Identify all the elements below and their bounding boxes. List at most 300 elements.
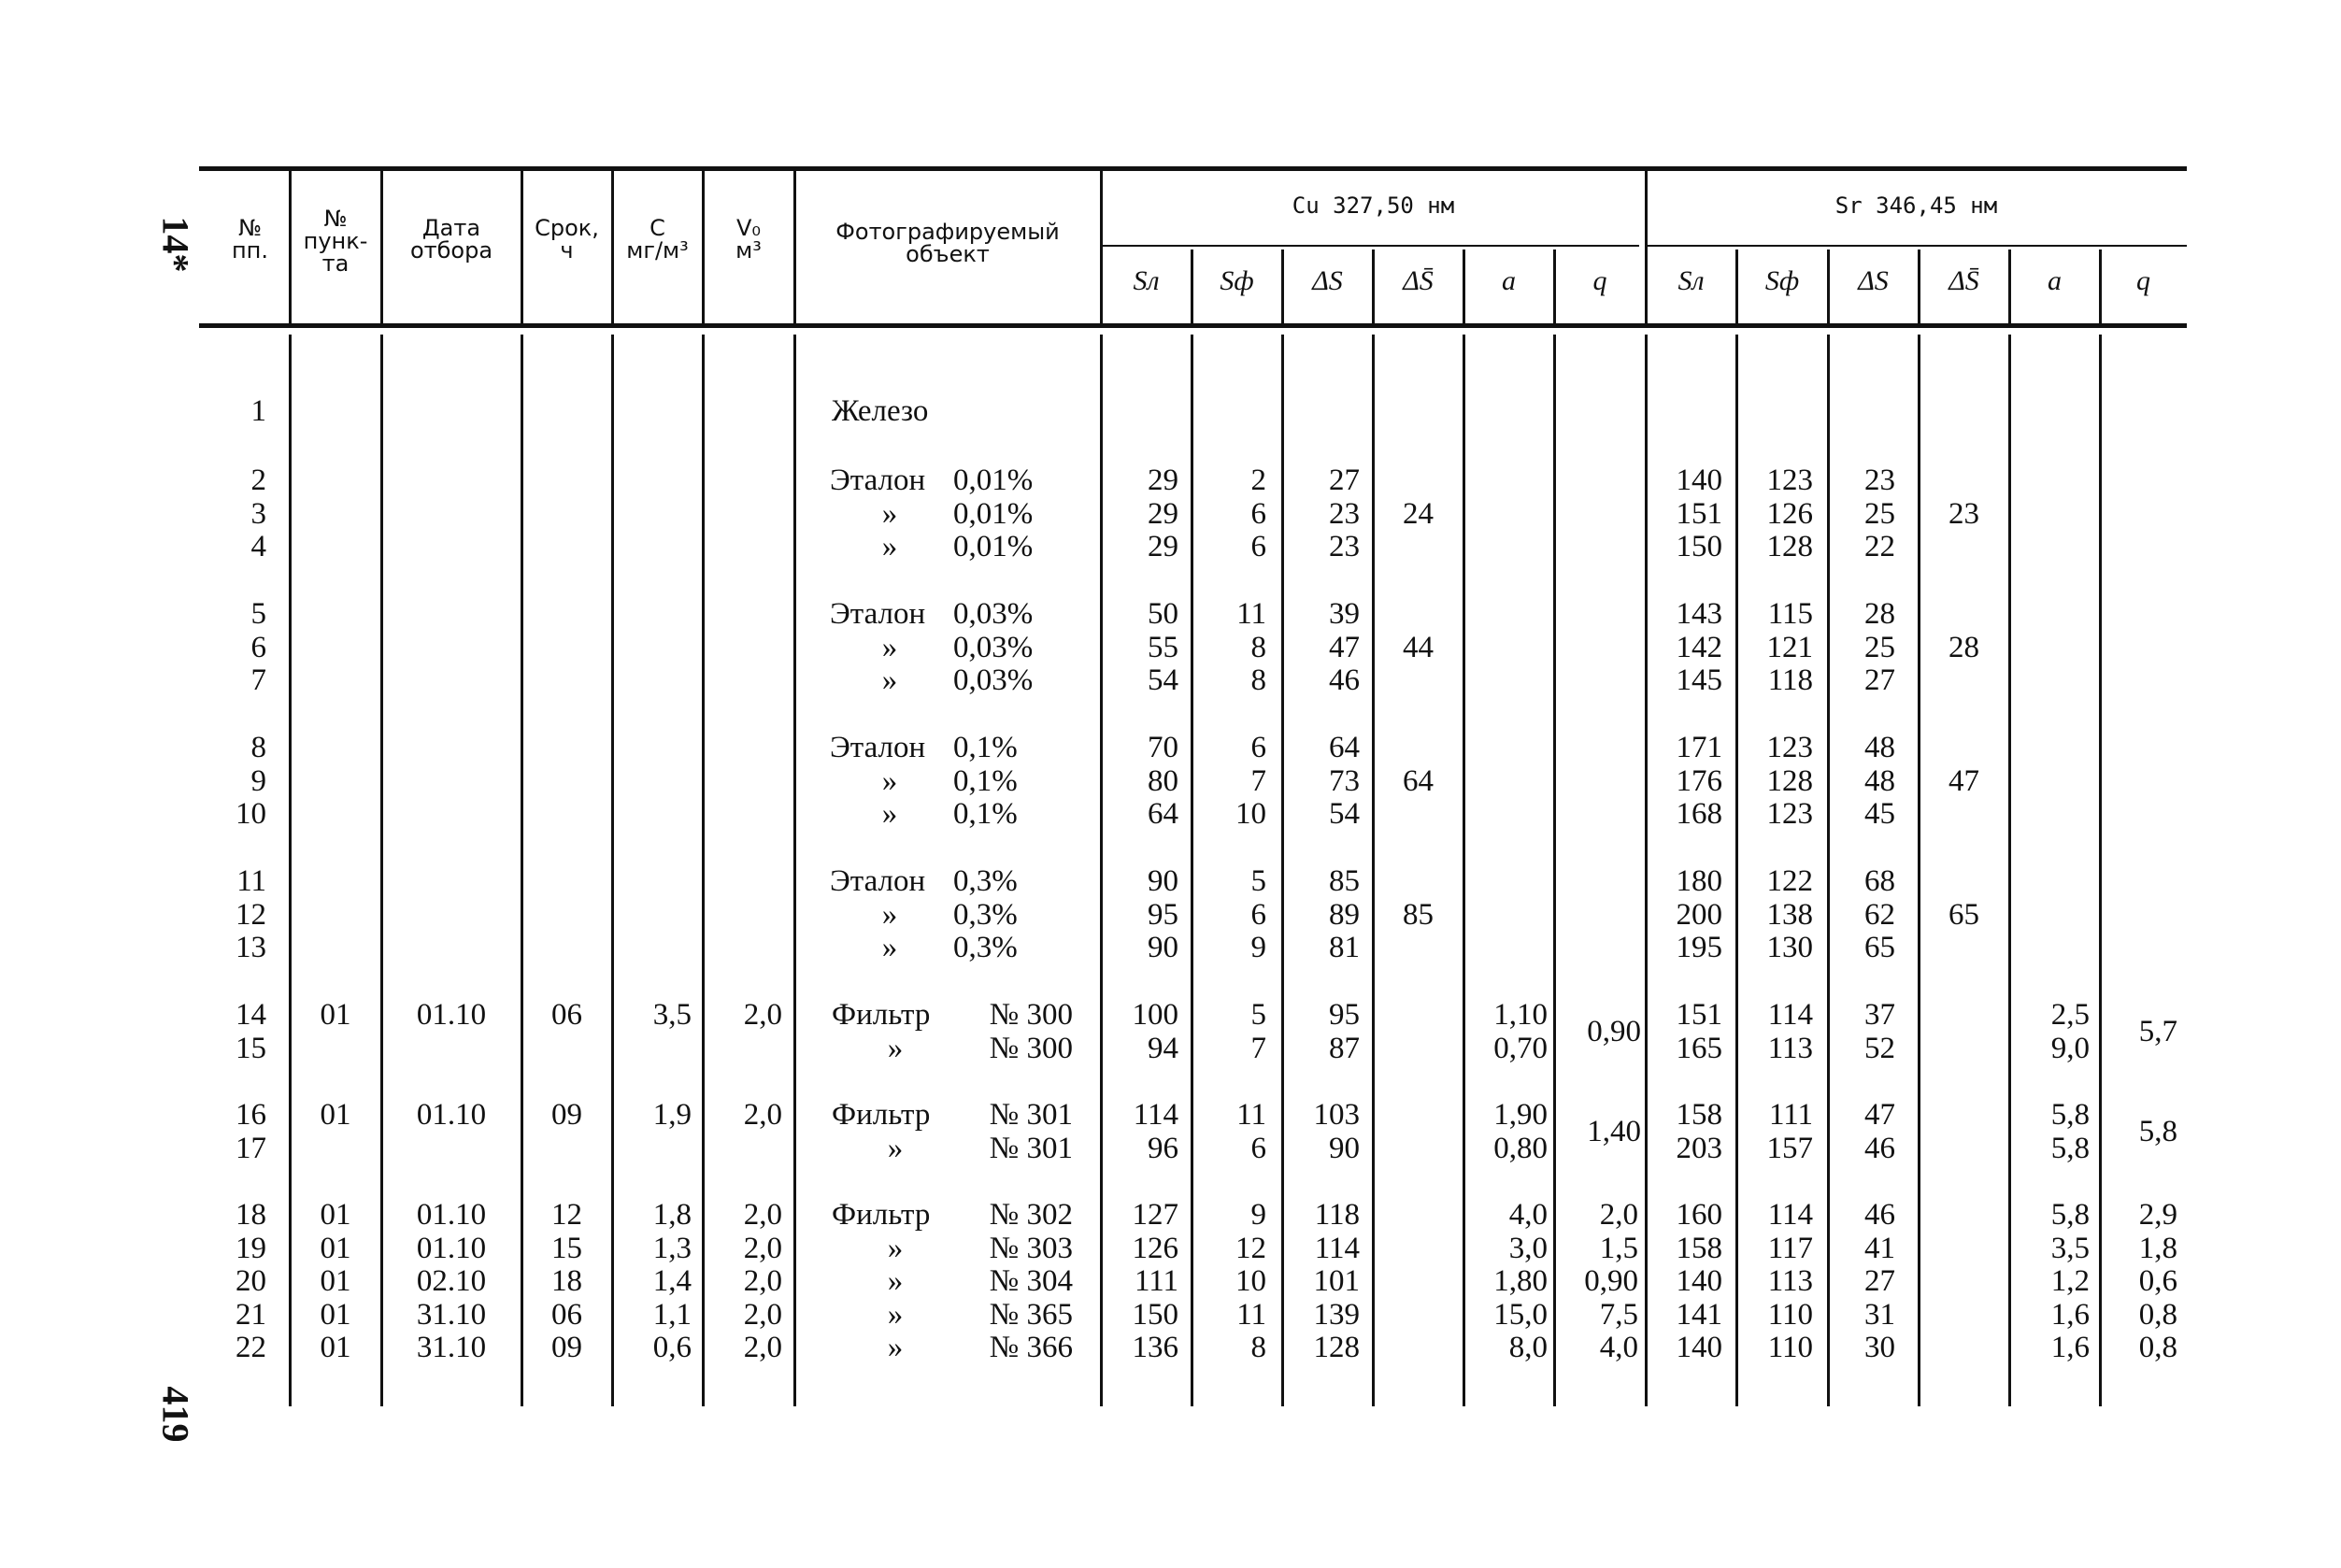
- row-sr-s-l: 158: [1676, 1232, 1722, 1265]
- row-number: 16: [236, 1098, 266, 1132]
- row-cu-a: 0,80: [1493, 1132, 1548, 1165]
- header-term-line: ч: [560, 237, 574, 264]
- row-number: 3: [250, 497, 266, 531]
- row-cu-mean-delta-s: 85: [1403, 898, 1434, 932]
- row-cu-delta-s: 114: [1314, 1232, 1360, 1265]
- row-sr-s-f: 114: [1767, 1198, 1813, 1232]
- header-cu-a: a: [1502, 265, 1516, 296]
- row-number: 8: [250, 731, 266, 764]
- row-concentration: 1,4: [652, 1264, 692, 1298]
- row-sr-mean-delta-s: 65: [1948, 898, 1979, 932]
- row-object-number: № 300: [989, 998, 1073, 1032]
- row-number: 17: [236, 1132, 266, 1165]
- row-sr-s-f: 130: [1766, 931, 1813, 964]
- row-cu-mean-delta-s: 44: [1403, 631, 1434, 664]
- row-cu-q: 4,0: [1599, 1331, 1638, 1364]
- row-term: 18: [551, 1264, 582, 1298]
- row-object-percent: 0,03%: [953, 663, 1034, 697]
- header-cu-group: Cu 327,50 нм: [1292, 192, 1455, 219]
- row-sr-s-f: 138: [1766, 898, 1813, 932]
- pair-cu-q: 0,90: [1587, 1015, 1641, 1048]
- header-concentration-line: C: [649, 215, 665, 241]
- row-term: 09: [551, 1331, 582, 1364]
- row-concentration: 0,6: [652, 1331, 692, 1364]
- row-object-number: № 303: [989, 1232, 1073, 1265]
- row-sr-delta-s: 27: [1864, 1264, 1895, 1298]
- row-volume: 2,0: [743, 1232, 782, 1265]
- row-sr-s-f: 123: [1766, 797, 1813, 831]
- row-object-name: Эталон: [830, 731, 926, 764]
- row-sr-delta-s: 31: [1864, 1298, 1895, 1332]
- row-cu-s-l: 90: [1148, 864, 1178, 898]
- row-object-percent: 0,01%: [953, 530, 1034, 563]
- row-concentration: 3,5: [652, 998, 692, 1032]
- row-number: 15: [236, 1032, 266, 1065]
- row-object-percent: 0,3%: [953, 864, 1018, 898]
- row-cu-s-f: 11: [1236, 1298, 1266, 1332]
- row-cu-mean-delta-s: 64: [1403, 764, 1434, 798]
- row-number: 4: [250, 530, 266, 563]
- row-object-name: »: [887, 1264, 904, 1298]
- row-concentration: 1,1: [652, 1298, 692, 1332]
- row-number: 21: [236, 1298, 266, 1332]
- row-cu-q: 7,5: [1599, 1298, 1638, 1332]
- row-number: 2: [250, 463, 266, 497]
- row-sr-s-l: 145: [1676, 663, 1722, 697]
- row-object-name: »: [881, 764, 898, 798]
- row-cu-delta-s: 128: [1313, 1331, 1360, 1364]
- row-object-name: »: [881, 898, 898, 932]
- row-term: 12: [551, 1198, 582, 1232]
- sr-group-rule: [1646, 245, 2187, 247]
- row-cu-delta-s: 39: [1329, 597, 1360, 631]
- header-cu-q: q: [1592, 265, 1607, 296]
- row-number: 19: [236, 1232, 266, 1265]
- row-sr-s-f: 111: [1768, 1098, 1813, 1132]
- row-sr-s-l: 180: [1676, 864, 1722, 898]
- row-sr-mean-delta-s: 28: [1948, 631, 1979, 664]
- row-sr-s-l: 142: [1676, 631, 1722, 664]
- header-number-line: пп.: [231, 237, 268, 264]
- header-sr-delta-s: ΔS: [1858, 265, 1889, 296]
- row-volume: 2,0: [743, 1331, 782, 1364]
- row-object-percent: 0,1%: [953, 764, 1018, 798]
- row-cu-s-l: 136: [1132, 1331, 1178, 1364]
- pair-sr-q: 5,7: [2138, 1015, 2177, 1048]
- row-sr-mean-delta-s: 47: [1948, 764, 1979, 798]
- body-col-divider: [1372, 335, 1375, 1406]
- row-volume: 2,0: [743, 1098, 782, 1132]
- row-object-name: »: [881, 631, 898, 664]
- row-sr-delta-s: 30: [1864, 1331, 1895, 1364]
- header-date: [381, 217, 521, 262]
- cu-group-rule: [1101, 245, 1639, 247]
- row-cu-s-f: 12: [1235, 1232, 1266, 1265]
- row-sr-s-f: 118: [1767, 663, 1813, 697]
- row-sr-delta-s: 23: [1864, 463, 1895, 497]
- row-cu-s-l: 150: [1132, 1298, 1178, 1332]
- row-cu-s-l: 111: [1134, 1264, 1178, 1298]
- row-cu-delta-s: 118: [1314, 1198, 1360, 1232]
- row-cu-s-l: 114: [1133, 1098, 1178, 1132]
- row-object-name: »: [887, 1032, 904, 1065]
- row-cu-s-l: 29: [1148, 497, 1178, 531]
- row-sr-s-l: 140: [1676, 1331, 1722, 1364]
- row-object-name: »: [881, 931, 898, 964]
- row-number: 12: [236, 898, 266, 932]
- row-sr-delta-s: 52: [1864, 1032, 1895, 1065]
- page-number: 419: [154, 1386, 197, 1443]
- row-cu-q: 1,5: [1599, 1232, 1638, 1265]
- row-sr-s-l: 141: [1676, 1298, 1722, 1332]
- row-object-number: № 300: [989, 1032, 1073, 1065]
- row-object-number: № 366: [989, 1331, 1073, 1364]
- row-number: 10: [236, 797, 266, 831]
- row-sr-delta-s: 28: [1864, 597, 1895, 631]
- row-sr-delta-s: 46: [1864, 1198, 1895, 1232]
- row-object-name: Эталон: [830, 463, 926, 497]
- row-sr-q: 1,8: [2138, 1232, 2177, 1265]
- row-sr-a: 5,8: [2050, 1198, 2090, 1232]
- row-cu-s-f: 8: [1250, 631, 1266, 664]
- row-object-name: Эталон: [830, 864, 926, 898]
- row-sr-s-f: 126: [1766, 497, 1813, 531]
- row-cu-delta-s: 27: [1329, 463, 1360, 497]
- header-sr-mean-delta-s: ΔS̄: [1948, 265, 1979, 296]
- row-cu-delta-s: 95: [1329, 998, 1360, 1032]
- row-sr-delta-s: 62: [1864, 898, 1895, 932]
- row-object-name: Фильтр: [832, 998, 931, 1032]
- header-sr-a: a: [2048, 265, 2062, 296]
- row-sr-delta-s: 48: [1864, 731, 1895, 764]
- row-sr-delta-s: 25: [1864, 497, 1895, 531]
- row-sr-s-l: 140: [1676, 1264, 1722, 1298]
- row-object-name: »: [881, 530, 898, 563]
- row-sr-s-l: 171: [1676, 731, 1722, 764]
- row-object-percent: 0,01%: [953, 497, 1034, 531]
- header-number-line: №: [238, 215, 262, 241]
- row-sr-s-l: 150: [1676, 530, 1722, 563]
- row-date: 01.10: [416, 998, 487, 1032]
- header-point-line: пунк-: [303, 228, 368, 254]
- row-object-number: № 301: [989, 1098, 1073, 1132]
- row-cu-s-f: 10: [1235, 797, 1266, 831]
- row-object-name: »: [881, 497, 898, 531]
- row-cu-s-l: 55: [1148, 631, 1178, 664]
- row-sr-a: 1,2: [2050, 1264, 2090, 1298]
- row-object-name: Эталон: [830, 597, 926, 631]
- row-object-name: »: [881, 797, 898, 831]
- row-cu-s-l: 54: [1148, 663, 1178, 697]
- table-top-rule: [199, 166, 2187, 171]
- row-cu-q: 0,90: [1584, 1264, 1638, 1298]
- row-sr-a: 2,5: [2050, 998, 2090, 1032]
- row-point: 01: [320, 1232, 351, 1265]
- row-cu-a: 4,0: [1508, 1198, 1548, 1232]
- row-object-number: № 304: [989, 1264, 1073, 1298]
- header-sr-s-l: Sл: [1677, 265, 1705, 296]
- row-object-name: »: [887, 1232, 904, 1265]
- header-term: [521, 217, 612, 262]
- header-object-line: объект: [906, 241, 990, 267]
- row-volume: 2,0: [743, 1298, 782, 1332]
- row-object-percent: 0,03%: [953, 597, 1034, 631]
- row-cu-s-l: 64: [1148, 797, 1178, 831]
- row-term: 06: [551, 1298, 582, 1332]
- row-cu-s-l: 50: [1148, 597, 1178, 631]
- row-cu-delta-s: 47: [1329, 631, 1360, 664]
- row-object-name: »: [887, 1331, 904, 1364]
- row-cu-a: 15,0: [1493, 1298, 1548, 1332]
- header-sr-q: q: [2136, 265, 2150, 296]
- row-sr-mean-delta-s: 23: [1948, 497, 1979, 531]
- row-object-name: Фильтр: [832, 1098, 931, 1132]
- row-sr-s-l: 160: [1676, 1198, 1722, 1232]
- row-cu-delta-s: 90: [1329, 1132, 1360, 1165]
- row-cu-s-f: 11: [1236, 1098, 1266, 1132]
- row-sr-q: 0,8: [2138, 1331, 2177, 1364]
- row-sr-s-l: 158: [1676, 1098, 1722, 1132]
- row-number: 14: [236, 998, 266, 1032]
- header-point-line: та: [321, 250, 350, 277]
- page-side-mark-top: 14*: [154, 216, 197, 273]
- pair-cu-q: 1,40: [1587, 1115, 1641, 1148]
- row-date: 01.10: [416, 1198, 487, 1232]
- row-cu-s-f: 5: [1250, 998, 1266, 1032]
- row-cu-s-f: 5: [1250, 864, 1266, 898]
- row-date: 31.10: [416, 1331, 487, 1364]
- row-sr-delta-s: 37: [1864, 998, 1895, 1032]
- row-sr-s-l: 168: [1676, 797, 1722, 831]
- row-point: 01: [320, 998, 351, 1032]
- row-sr-s-f: 110: [1767, 1331, 1813, 1364]
- row-cu-s-l: 80: [1148, 764, 1178, 798]
- pair-sr-q: 5,8: [2138, 1115, 2177, 1148]
- row-cu-s-f: 6: [1250, 731, 1266, 764]
- row-number: 11: [236, 864, 266, 898]
- row-sr-delta-s: 47: [1864, 1098, 1895, 1132]
- row-sr-s-f: 115: [1767, 597, 1813, 631]
- row-object-name: »: [887, 1132, 904, 1165]
- header-date-line: Дата: [421, 215, 481, 241]
- header-bottom-rule: [199, 323, 2187, 328]
- row-object-name: »: [887, 1298, 904, 1332]
- header-cu-s-l: Sл: [1133, 265, 1160, 296]
- body-col-divider: [1918, 335, 1920, 1406]
- row-sr-s-f: 117: [1767, 1232, 1813, 1265]
- row-sr-s-l: 200: [1676, 898, 1722, 932]
- row-cu-s-l: 29: [1148, 530, 1178, 563]
- row-cu-s-l: 96: [1148, 1132, 1178, 1165]
- row-point: 01: [320, 1264, 351, 1298]
- row-cu-delta-s: 87: [1329, 1032, 1360, 1065]
- row-cu-s-f: 6: [1250, 530, 1266, 563]
- row-sr-s-l: 165: [1676, 1032, 1722, 1065]
- row-sr-s-f: 113: [1767, 1264, 1813, 1298]
- row-cu-delta-s: 46: [1329, 663, 1360, 697]
- row-concentration: 1,8: [652, 1198, 692, 1232]
- row-cu-s-f: 6: [1250, 898, 1266, 932]
- row-sr-s-l: 140: [1676, 463, 1722, 497]
- header-object: [794, 221, 1101, 265]
- row-sr-delta-s: 41: [1864, 1232, 1895, 1265]
- row-sr-s-l: 203: [1676, 1132, 1722, 1165]
- header-volume-line: V₀: [735, 215, 762, 241]
- body-col-divider: [793, 335, 796, 1406]
- row-number: 1: [250, 394, 266, 428]
- row-cu-s-l: 29: [1148, 463, 1178, 497]
- row-sr-s-l: 195: [1676, 931, 1722, 964]
- row-cu-s-f: 9: [1250, 931, 1266, 964]
- row-sr-a: 1,6: [2050, 1298, 2090, 1332]
- row-object-percent: 0,03%: [953, 631, 1034, 664]
- row-cu-s-l: 127: [1132, 1198, 1178, 1232]
- row-cu-s-f: 9: [1250, 1198, 1266, 1232]
- header-object-line: Фотографируемый: [835, 219, 1060, 245]
- row-cu-delta-s: 23: [1329, 530, 1360, 563]
- row-point: 01: [320, 1298, 351, 1332]
- header-sr-s-f: Sф: [1764, 265, 1800, 296]
- row-date: 31.10: [416, 1298, 487, 1332]
- row-sr-s-l: 143: [1676, 597, 1722, 631]
- row-sr-s-f: 110: [1767, 1298, 1813, 1332]
- row-sr-a: 5,8: [2050, 1098, 2090, 1132]
- row-cu-s-l: 70: [1148, 731, 1178, 764]
- row-number: 9: [250, 764, 266, 798]
- row-sr-delta-s: 46: [1864, 1132, 1895, 1165]
- header-volume-line: м³: [735, 237, 762, 264]
- row-sr-s-f: 114: [1767, 998, 1813, 1032]
- row-volume: 2,0: [743, 1264, 782, 1298]
- row-cu-delta-s: 85: [1329, 864, 1360, 898]
- header-sr-group: Sr 346,45 нм: [1834, 192, 1998, 219]
- row-cu-delta-s: 139: [1313, 1298, 1360, 1332]
- row-cu-a: 0,70: [1493, 1032, 1548, 1065]
- row-object-percent: 0,1%: [953, 731, 1018, 764]
- row-concentration: 1,3: [652, 1232, 692, 1265]
- header-number: [210, 217, 290, 262]
- row-cu-s-f: 11: [1236, 597, 1266, 631]
- row-sr-s-l: 151: [1676, 497, 1722, 531]
- row-concentration: 1,9: [652, 1098, 692, 1132]
- row-cu-delta-s: 101: [1313, 1264, 1360, 1298]
- row-cu-s-f: 8: [1250, 1331, 1266, 1364]
- row-date: 01.10: [416, 1232, 487, 1265]
- row-object-number: № 302: [989, 1198, 1073, 1232]
- header-concentration: [612, 217, 703, 262]
- row-sr-q: 2,9: [2138, 1198, 2177, 1232]
- row-number: 6: [250, 631, 266, 664]
- header-point: [290, 207, 381, 275]
- row-cu-delta-s: 54: [1329, 797, 1360, 831]
- row-cu-a: 3,0: [1508, 1232, 1548, 1265]
- row-cu-delta-s: 81: [1329, 931, 1360, 964]
- row-sr-s-f: 128: [1766, 530, 1813, 563]
- row-sr-delta-s: 25: [1864, 631, 1895, 664]
- row-number: 22: [236, 1331, 266, 1364]
- header-point-line: №: [323, 206, 348, 232]
- row-sr-delta-s: 48: [1864, 764, 1895, 798]
- row-cu-s-l: 94: [1148, 1032, 1178, 1065]
- row-cu-s-f: 7: [1250, 764, 1266, 798]
- row-number: 7: [250, 663, 266, 697]
- row-cu-a: 1,90: [1493, 1098, 1548, 1132]
- row-object-percent: 0,1%: [953, 797, 1018, 831]
- row-number: 18: [236, 1198, 266, 1232]
- row-sr-s-l: 151: [1676, 998, 1722, 1032]
- row-sr-a: 5,8: [2050, 1132, 2090, 1165]
- row-term: 09: [551, 1098, 582, 1132]
- row-sr-q: 0,8: [2138, 1298, 2177, 1332]
- row-cu-s-l: 90: [1148, 931, 1178, 964]
- row-sr-delta-s: 22: [1864, 530, 1895, 563]
- row-cu-delta-s: 103: [1313, 1098, 1360, 1132]
- row-sr-s-f: 157: [1766, 1132, 1813, 1165]
- row-cu-delta-s: 89: [1329, 898, 1360, 932]
- row-sr-delta-s: 27: [1864, 663, 1895, 697]
- row-point: 01: [320, 1331, 351, 1364]
- row-object-name: »: [881, 663, 898, 697]
- row-cu-s-f: 7: [1250, 1032, 1266, 1065]
- row-date: 01.10: [416, 1098, 487, 1132]
- row-sr-s-f: 123: [1766, 463, 1813, 497]
- row-cu-delta-s: 73: [1329, 764, 1360, 798]
- row-cu-s-l: 100: [1132, 998, 1178, 1032]
- row-cu-a: 1,80: [1493, 1264, 1548, 1298]
- row-sr-s-f: 113: [1767, 1032, 1813, 1065]
- header-date-line: отбора: [409, 237, 493, 264]
- row-object-title: Железо: [832, 394, 929, 428]
- row-sr-a: 1,6: [2050, 1331, 2090, 1364]
- row-number: 5: [250, 597, 266, 631]
- row-cu-a: 8,0: [1508, 1331, 1548, 1364]
- header-volume: [703, 217, 794, 262]
- header-term-line: Срок,: [535, 215, 599, 241]
- row-cu-s-l: 126: [1132, 1232, 1178, 1265]
- header-cu-delta-s: ΔS: [1312, 265, 1343, 296]
- row-object-percent: 0,01%: [953, 463, 1034, 497]
- row-cu-q: 2,0: [1599, 1198, 1638, 1232]
- row-point: 01: [320, 1098, 351, 1132]
- row-cu-s-f: 6: [1250, 1132, 1266, 1165]
- row-sr-delta-s: 65: [1864, 931, 1895, 964]
- row-object-number: № 301: [989, 1132, 1073, 1165]
- row-sr-q: 0,6: [2138, 1264, 2177, 1298]
- header-cu-mean-delta-s: ΔS̄: [1403, 265, 1434, 296]
- row-sr-s-f: 121: [1766, 631, 1813, 664]
- row-number: 13: [236, 931, 266, 964]
- row-sr-delta-s: 45: [1864, 797, 1895, 831]
- row-volume: 2,0: [743, 998, 782, 1032]
- row-sr-s-f: 122: [1766, 864, 1813, 898]
- row-cu-delta-s: 64: [1329, 731, 1360, 764]
- row-object-number: № 365: [989, 1298, 1073, 1332]
- row-cu-s-f: 8: [1250, 663, 1266, 697]
- row-cu-s-f: 6: [1250, 497, 1266, 531]
- row-sr-s-l: 176: [1676, 764, 1722, 798]
- row-cu-delta-s: 23: [1329, 497, 1360, 531]
- row-cu-a: 1,10: [1493, 998, 1548, 1032]
- row-object-name: Фильтр: [832, 1198, 931, 1232]
- row-object-percent: 0,3%: [953, 898, 1018, 932]
- header-concentration-line: мг/м³: [626, 237, 689, 264]
- row-sr-a: 9,0: [2050, 1032, 2090, 1065]
- row-term: 06: [551, 998, 582, 1032]
- row-cu-s-l: 95: [1148, 898, 1178, 932]
- row-point: 01: [320, 1198, 351, 1232]
- row-cu-s-f: 10: [1235, 1264, 1266, 1298]
- row-sr-s-f: 123: [1766, 731, 1813, 764]
